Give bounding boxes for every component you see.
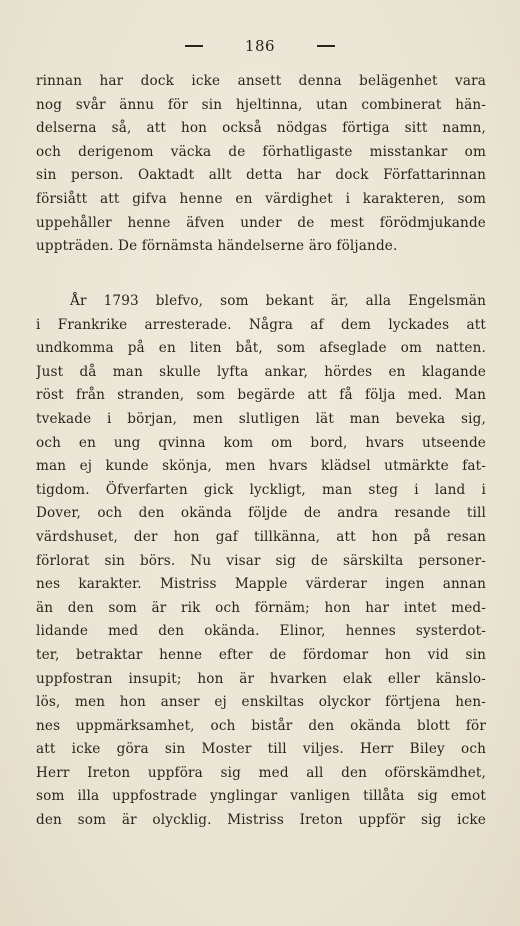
- text-line: uppehåller henne äfven under de mest förödmjukande: [36, 214, 486, 231]
- text-line: undkomma på en liten båt, som afseglade om natten.: [36, 340, 486, 357]
- paragraph-2: [36, 290, 486, 833]
- text-line: den som är olycklig. Mistriss Ireton uppför sig icke: [36, 812, 486, 829]
- text-line: i Frankrike arresterade. Några af dem lyckades att: [36, 316, 486, 333]
- text-line: nes karakter. Mistriss Mapple värderar ingen annan: [36, 576, 486, 593]
- text-line: delserna så, att hon också nödgas förtiga sitt namn,: [36, 120, 486, 137]
- text-line: sin person. Oaktadt allt detta har dock Författarinnan: [36, 167, 486, 184]
- text-line: röst från stranden, som begärde att få följa med. Man: [36, 387, 486, 404]
- text-line: År 1793 blefvo, som bekant är, alla Engelsmän: [70, 293, 486, 309]
- text-line: än den som är rik och förnäm; hon har intet med-: [36, 599, 486, 616]
- text-line: lös, men hon anser ej enskiltas olyckor förtjena hen-: [36, 694, 486, 711]
- text-line: nes uppmärksamhet, och bistår den okända blott för: [36, 717, 486, 734]
- text-line: tigdom. Öfverfarten gick lyckligt, man steg i land i: [36, 481, 486, 498]
- text-line: förlorat sin börs. Nu visar sig de särskilta personer-: [36, 552, 486, 569]
- text-line: man ej kunde skönja, men hvars klädsel utmärkte fat-: [36, 458, 486, 475]
- text-line: och derigenom väcka de förhatligaste misstankar om: [36, 143, 486, 160]
- text-line: tvekade i början, men slutligen lät man beveka sig,: [36, 410, 486, 427]
- page-header: [0, 34, 520, 58]
- text-line: Just då man skulle lyfta ankar, hördes en klagande: [36, 363, 486, 380]
- text-line: värdshuset, der hon gaf tillkänna, att hon på resan: [36, 528, 486, 545]
- text-line: uppträden. De förnämsta händelserne äro följande.: [36, 238, 398, 255]
- text-line: att icke göra sin Moster till viljes. Herr Biley och: [36, 741, 486, 758]
- text-line: nog svår ännu för sin hjeltinna, utan combinerat hän-: [36, 96, 486, 113]
- page-number: 186: [244, 37, 276, 55]
- text-line: och en ung qvinna kom om bord, hvars utseende: [36, 434, 486, 451]
- text-line: Dover, och den okända följde de andra resande till: [36, 505, 486, 522]
- text-line: ter, betraktar henne efter de fördomar hon vid sin: [36, 646, 486, 663]
- header-dash-left: [185, 45, 203, 47]
- paragraph-1: [36, 70, 486, 259]
- text-line: som illa uppfostrade ynglingar vanligen tillåta sig emot: [36, 788, 486, 805]
- text-line: Herr Ireton uppföra sig med all den oförskämdhet,: [36, 764, 486, 781]
- text-line: försiått att gifva henne en värdighet i karakteren, som: [36, 190, 486, 207]
- header-dash-right: [317, 45, 335, 47]
- text-line: uppfostran insupit; hon är hvarken elak eller känslo-: [36, 670, 486, 687]
- text-line: rinnan har dock icke ansett denna belägenhet vara: [36, 73, 486, 89]
- text-line: lidande med den okända. Elinor, hennes systerdot-: [36, 623, 486, 640]
